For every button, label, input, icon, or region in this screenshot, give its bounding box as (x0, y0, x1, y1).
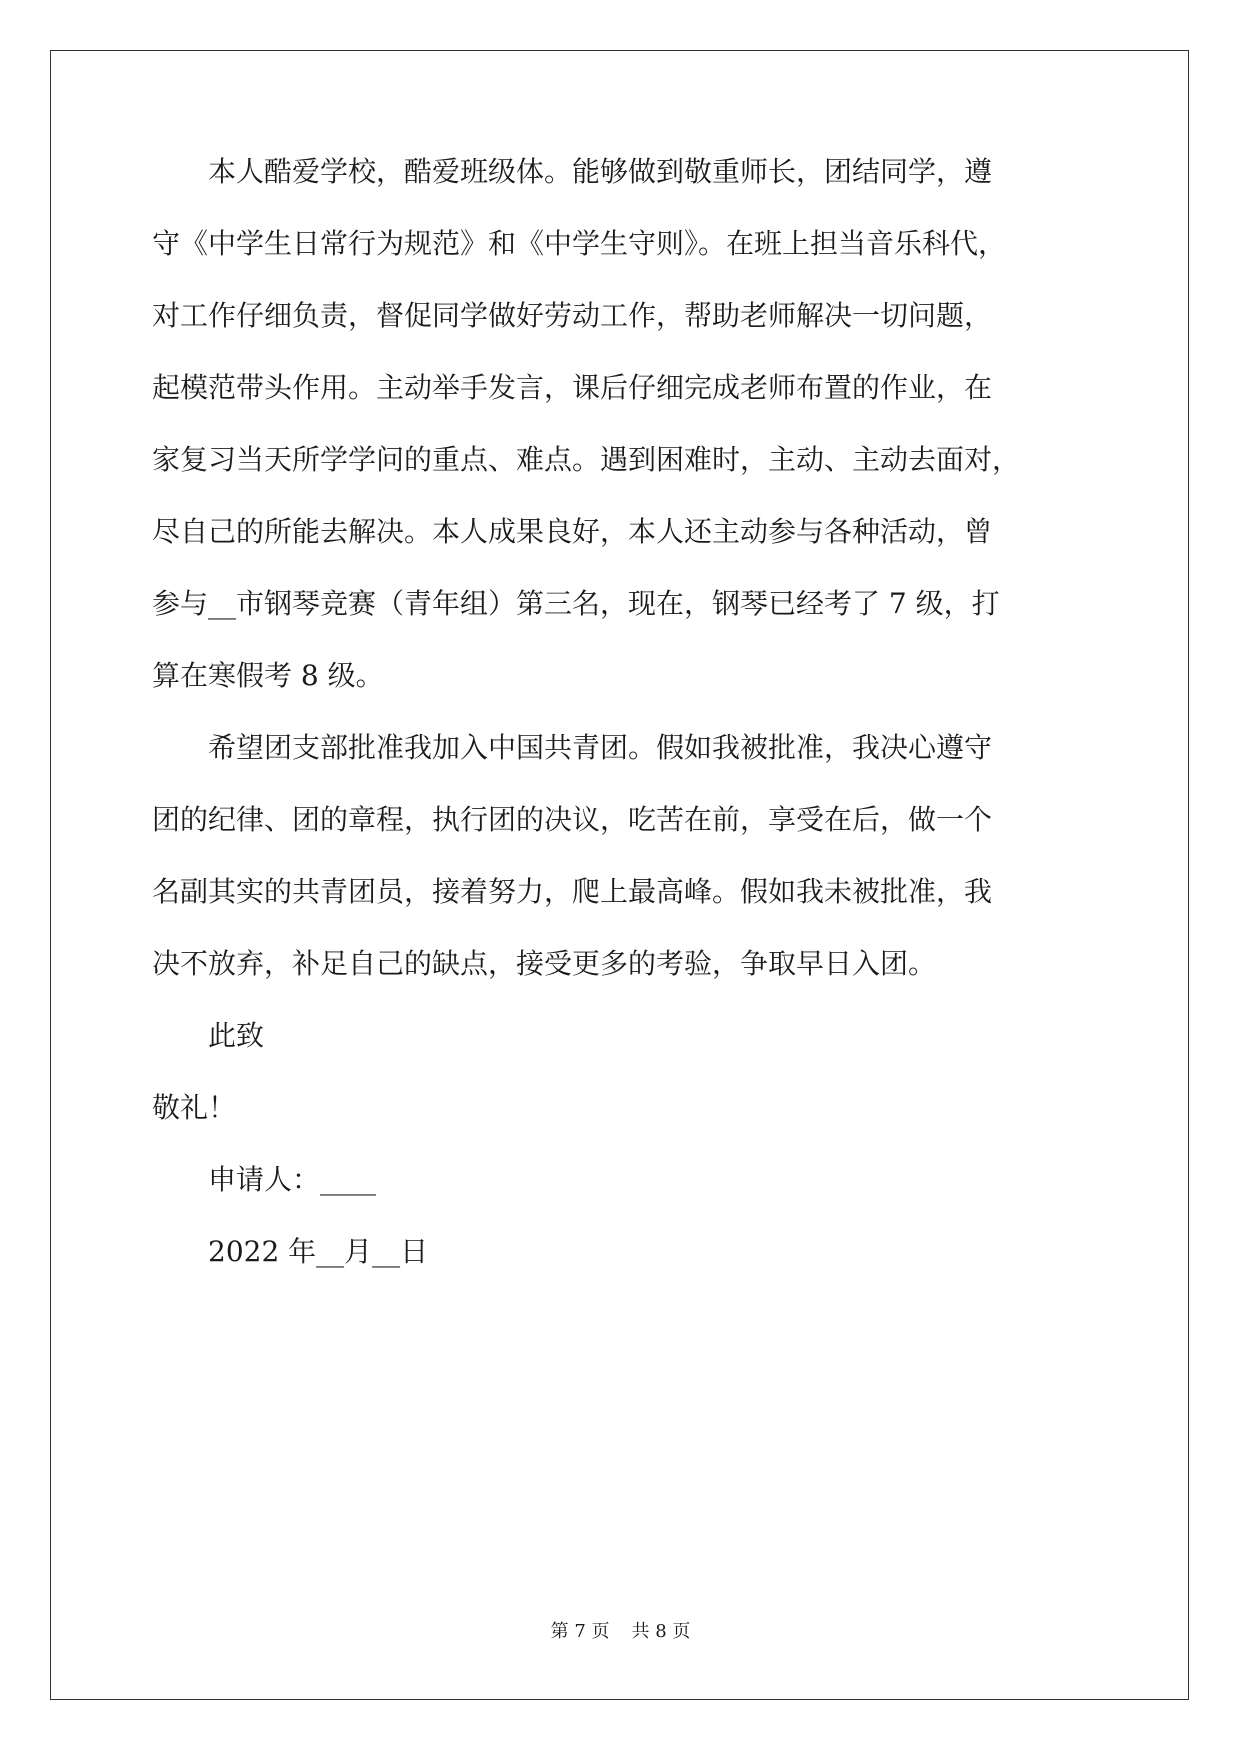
page-footer (0, 1620, 1241, 1644)
page-number-current: 第 7 页 (550, 1621, 610, 1642)
paragraph-1-line-8: 算在寒假考 8 级。 (152, 659, 384, 692)
paragraph-1-line-7: 参与__市钢琴竞赛（青年组）第三名，现在，钢琴已经考了 7 级，打 (152, 587, 1000, 620)
closing-text: 此致 (152, 1019, 265, 1052)
paragraph-2-line-1: 希望团支部批准我加入中国共青团。假如我被批准，我决心遵守 (152, 731, 993, 764)
paragraph-1-line-1: 本人酷爱学校，酷爱班级体。能够做到敬重师长，团结同学，遵 (152, 155, 993, 188)
paragraph-2-line-3: 名副其实的共青团员，接着努力，爬上最高峰。假如我未被批准，我 (152, 875, 993, 908)
paragraph-2-line-4: 决不放弃，补足自己的缺点，接受更多的考验，争取早日入团。 (152, 947, 937, 980)
paragraph-1-line-3: 对工作仔细负责，督促同学做好劳动工作，帮助老师解决一切问题， (152, 299, 993, 332)
date-line: 2022 年__月__日 (152, 1235, 429, 1268)
paragraph-1-line-6: 尽自己的所能去解决。本人成果良好，本人还主动参与各种活动，曾 (152, 515, 993, 548)
salute-text: 敬礼！ (152, 1091, 237, 1124)
paragraph-2-line-2: 团的纪律、团的章程，执行团的决议，吃苦在前，享受在后，做一个 (152, 803, 993, 836)
paragraph-1-line-5: 家复习当天所学学问的重点、难点。遇到困难时，主动、主动去面对， (152, 443, 1021, 476)
paragraph-1-line-2: 守《中学生日常行为规范》和《中学生守则》。在班上担当音乐科代， (152, 227, 1007, 260)
applicant-line: 申请人：____ (152, 1163, 377, 1196)
paragraph-1-line-4: 起模范带头作用。主动举手发言，课后仔细完成老师布置的作业，在 (152, 371, 993, 404)
page-number-total: 共 8 页 (631, 1621, 691, 1642)
